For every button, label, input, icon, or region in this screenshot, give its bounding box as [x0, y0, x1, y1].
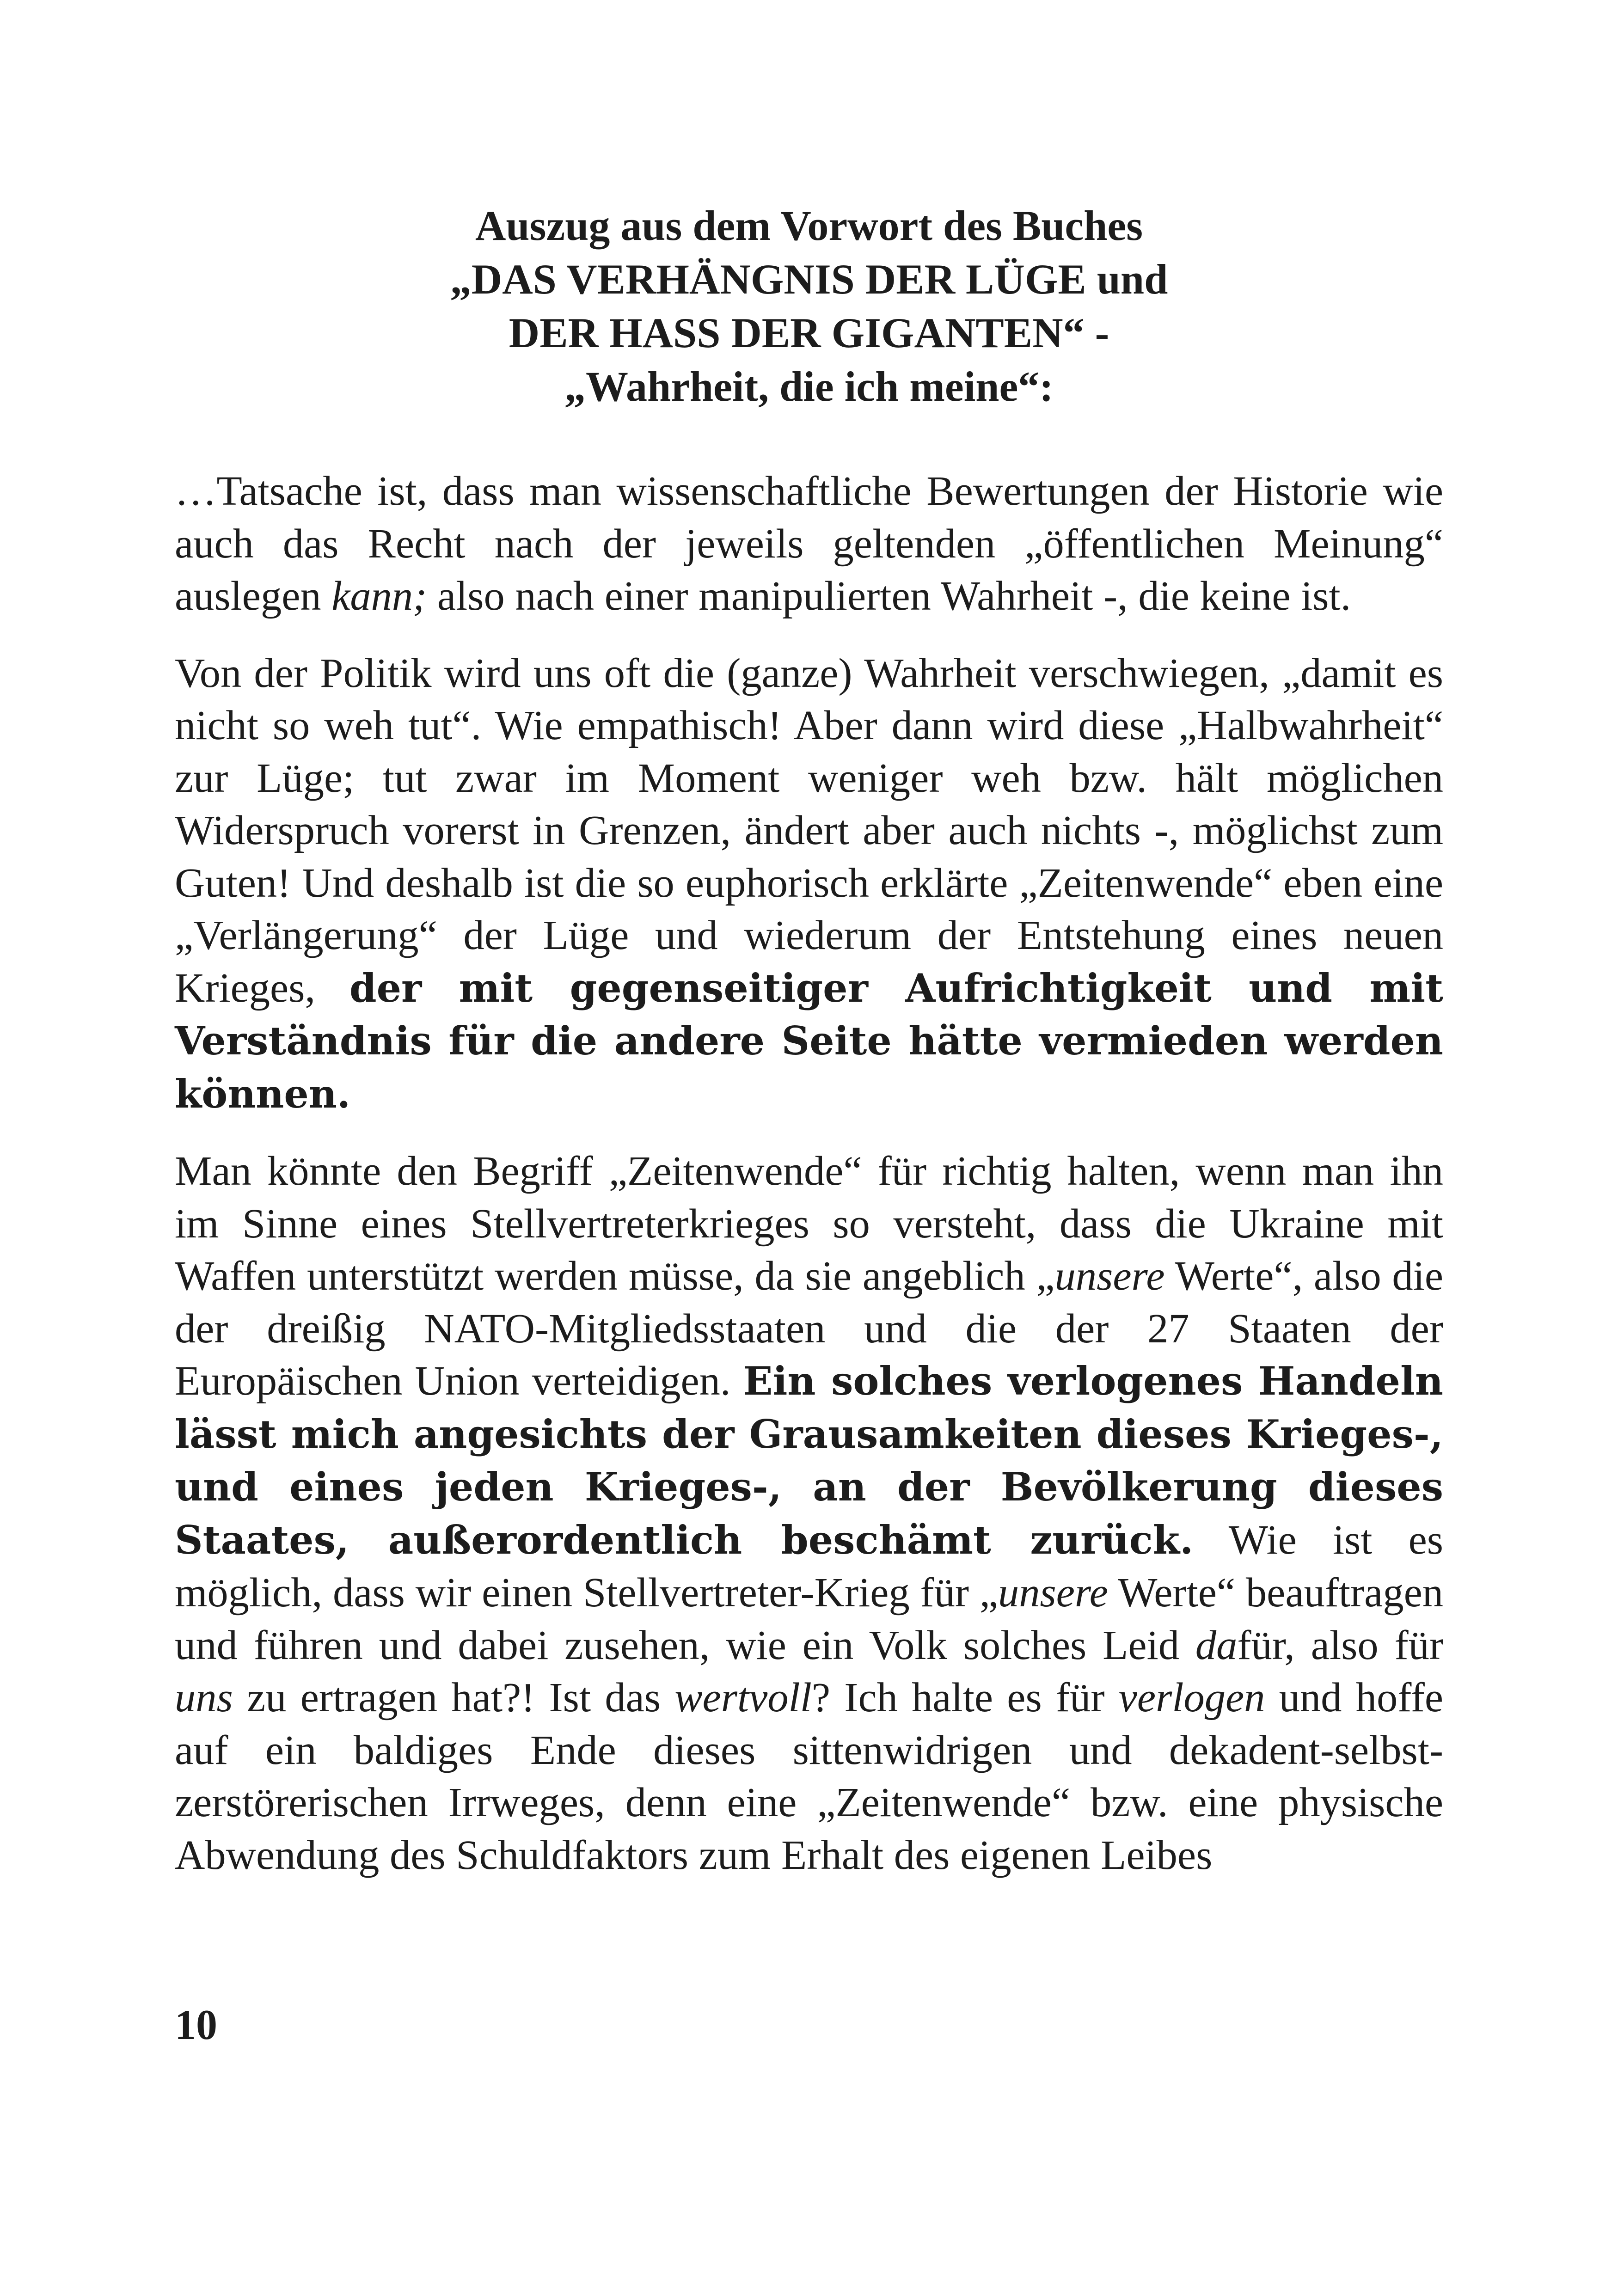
excerpt-heading	[175, 199, 1443, 413]
paragraph-3-italic-da: da	[1195, 1621, 1238, 1668]
paragraph-1-italic-kann: kann;	[331, 572, 427, 619]
heading-line-2: „DAS VERHÄNGNIS DER LÜGE und	[450, 256, 1168, 303]
heading-line-4: „Wahrheit, die ich meine“:	[564, 363, 1054, 410]
paragraph-3-text-3: Wie ist es möglich, dass wir einen Stellvertreter-Krieg für „	[175, 1516, 1443, 1616]
paragraph-3	[175, 1145, 1443, 1881]
paragraph-3-text-5: für, also für	[1237, 1621, 1443, 1668]
paragraph-2-bold-text: der mit gegenseitiger Aufrichtigkeit und mit Verständnis für die andere Seite hätte vermieden werden können.	[175, 965, 1443, 1117]
paragraph-3-text-6: zu ertragen hat?! Ist das	[233, 1674, 675, 1720]
paragraph-3-italic-wertvoll: wertvoll	[674, 1674, 812, 1720]
heading-line-1: Auszug aus dem Vorwort des Buches	[475, 202, 1143, 249]
paragraph-3-italic-verlogen: verlogen	[1118, 1674, 1265, 1720]
paragraph-3-text-4: Werte“ beauftragen und führen und dabei zusehen, wie ein Volk solches Leid	[175, 1569, 1443, 1668]
paragraph-1-text: …Tatsache ist, dass man wissenschaftliche Bewertungen der Historie wie auch das Recht nach der jeweils geltenden „öffentlichen Meinung“ auslegen	[175, 467, 1443, 619]
paragraph-3-italic-unsere-1: unsere	[1054, 1252, 1165, 1299]
page-number: 10	[175, 2001, 217, 2048]
paragraph-3-italic-unsere-2: unsere	[998, 1569, 1108, 1616]
paragraph-2-text: Von der Politik wird uns oft die (ganze) Wahrheit verschwiegen, „damit es nicht so weh tut“. Wie empathisch! Aber dann wird diese „Halbwahrheit“ zur Lüge; tut zwar im Moment weniger weh bzw. hält möglichen Widerspruch vorerst in Grenzen, ändert aber auch nichts -, möglichst zum Guten! Und deshalb ist die so euphorisch erklärte „Zeitenwende“ eben eine „Verlängerung“ der Lüge und wiederum der Entstehung eines neuen Krieges,	[175, 649, 1443, 1011]
paragraph-3-bold-text: Ein solches verlogenes Handeln lässt mich angesichts der Grausamkeiten dieses Krieges-, und eines jeden Krieges-, an der Bevölkerung dieses Staates, außerordentlich beschämt zurück.	[175, 1358, 1443, 1563]
paragraph-1	[175, 465, 1443, 622]
paragraph-3-text-2: Werte“, also die der dreißig NATO-Mitgliedsstaaten und die der 27 Staaten der Europäischen Union verteidigen.	[175, 1252, 1443, 1404]
paragraph-1-text-end: also nach einer manipulierten Wahrheit -, die keine ist.	[427, 572, 1351, 619]
body-text	[175, 465, 1443, 1905]
paragraph-3-italic-uns: uns	[175, 1674, 233, 1720]
heading-line-3: DER HASS DER GIGANTEN“ -	[509, 309, 1109, 356]
paragraph-3-text-1: Man könnte den Begriff „Zeitenwende“ für richtig halten, wenn man ihn im Sinne eines Stellvertreterkrieges so versteht, dass die Ukraine mit Waffen unterstützt werden müsse, da sie angeblich „	[175, 1147, 1443, 1299]
paragraph-3-text-8: und hoffe auf ein baldiges Ende dieses sittenwidrigen und dekadent-selbstzerstörerischen Irrweges, denn eine „Zeitenwende“ bzw. eine physische Abwendung des Schuldfaktors zum Erhalt des eigenen Leibes	[175, 1674, 1444, 1878]
paragraph-2	[175, 647, 1443, 1120]
paragraph-3-text-7: ? Ich halte es für	[811, 1674, 1119, 1720]
